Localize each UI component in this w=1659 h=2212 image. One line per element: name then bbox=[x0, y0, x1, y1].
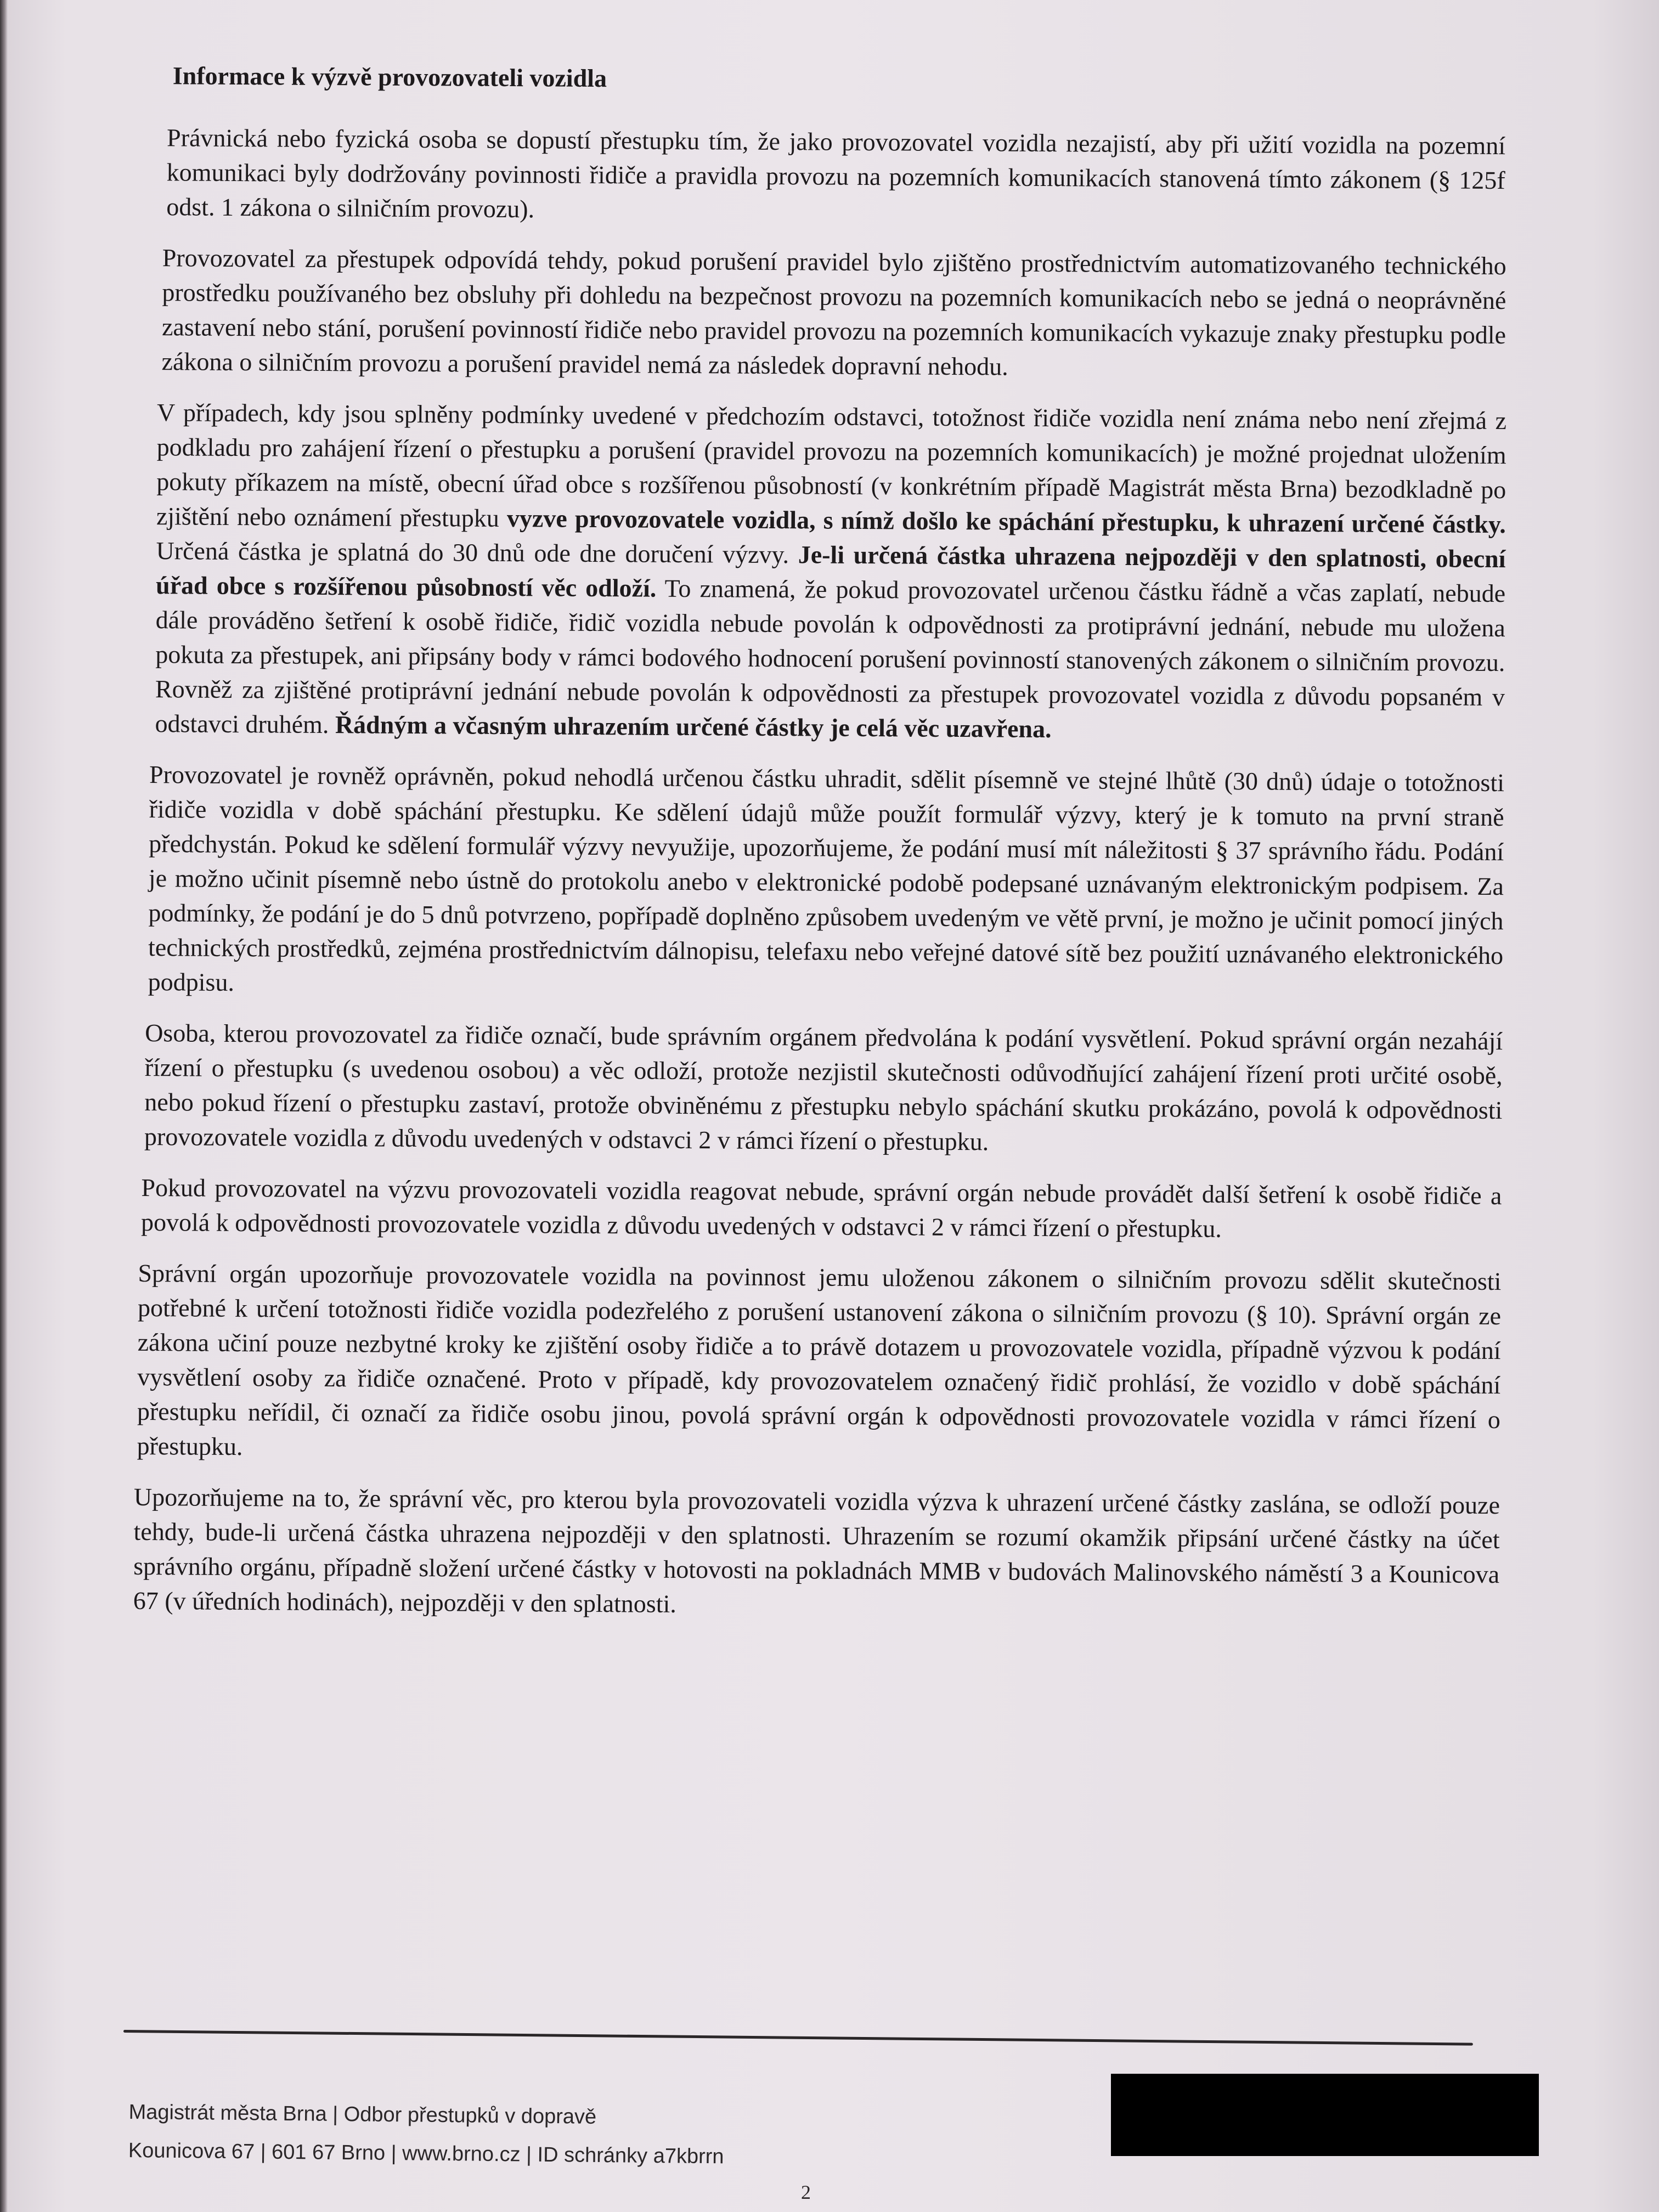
document-body bbox=[133, 60, 1507, 1643]
text-segment: V případech, kdy jsou splněny podmínky uvedené v předchozím odstavci, totožnost řidiče vozidla není známa nebo není zřejmá z podkladu pro zahájení řízení o přestupku a porušení (pravidel provozu na pozemních komunikacích) je možné projednat uložením pokuty příkazem na místě, obecní úřad obce s rozšířenou působností (v konkrétním případě Magistrát města Brna) bezodkladně po zjištění nebo oznámení přestupku bbox=[156, 398, 1507, 533]
paragraph-8 bbox=[133, 1480, 1500, 1626]
footer bbox=[128, 2093, 725, 2176]
document-title: Informace k výzvě provozovateli vozidla bbox=[172, 61, 607, 93]
page-edge-shadow bbox=[0, 0, 8, 2212]
text-segment: Provozovatel za přestupek odpovídá tehdy, pokud porušení pravidel bylo zjištěno prostřednictvím automatizovaného technického prostředku používaného bez obsluhy při dohledu na bezpečnost provozu na pozemních komunikacích nebo se jedná o neoprávněné zastavení nebo stání, porušení povinností řidiče nebo pravidel provozu na pozemních komunikacích vykazuje znaky přestupku podle zákona o silničním provozu a porušení pravidel nemá za následek dopravní nehodu. bbox=[161, 244, 1506, 381]
text-segment: Osoba, kterou provozovatel za řidiče označí, bude správním orgánem předvolána k podání vysvětlení. Pokud správní orgán nezahájí řízení o přestupku (s uvedenou osobou) a věc odloží, protože nezjistil skutečnosti odůvodňující zahájení řízení proti určité osobě, nebo pokud řízení o přestupku zastaví, protože obviněnému z přestupku nebylo spáchání skutku prokázáno, povolá k odpovědnosti provozovatele vozidla z důvodu uvedených v odstavci 2 v rámci řízení o přestupku. bbox=[144, 1019, 1503, 1156]
text-segment: Správní orgán upozorňuje provozovatele vozidla na povinnost jemu uloženou zákonem o silničním provozu sdělit skutečnosti potřebné k určení totožnosti řidiče vozidla podezřelého z porušení ustanovení zákona o silničním provozu (§ 10). Správní orgán ze zákona učiní pouze nezbytné kroky ke zjištění osoby řidiče a to právě dotazem u provozovatele vozidla, případně výzvou k podání vysvětlení osoby za řidiče označené. Proto v případě, kdy provozovatelem označený řidič prohlásí, že vozidlo v době spáchání přestupku neřídil, či označí za řidiče osobu jinou, povolá správní orgán k odpovědnosti provozovatele vozidla v rámci řízení o přestupku. bbox=[137, 1259, 1502, 1461]
paragraph-7 bbox=[137, 1256, 1501, 1471]
text-segment: Provozovatel je rovněž oprávněn, pokud nehodlá určenou částku uhradit, sdělit písemně ve stejné lhůtě (30 dnů) údaje o totožnosti řidiče vozidla v době spáchání přestupku. Ke sdělení údajů může použít formulář výzvy, který je k tomuto na první straně předchystán. Pokud ke sdělení formulář výzvy nevyužije, upozorňujeme, že podání musí mít náležitosti § 37 správního řádu. Podání je možno učinit písemně nebo ústně do protokolu anebo v elektronické podobě podepsané uznávaným elektronickým podpisem. Za podmínky, že podání je do 5 dnů potvrzeno, popřípadě doplněno způsobem uvedeným ve větě první, je možno je učinit pomocí jiných technických prostředků, zejména prostřednictvím dálnopisu, telefaxu nebo veřejné datové sítě bez použití uznávaného elektronického podpisu. bbox=[148, 760, 1505, 997]
redaction-block bbox=[1111, 2074, 1539, 2156]
text-segment: To znamená, že pokud provozovatel určenou částku řádně a včas zaplatí, nebude dále prováděno šetření k osobě řidiče, řidič vozidla nebude povolán k odpovědnosti za protiprávní jednání, nebude mu uložena pokuta za přestupek, ani připsány body v rámci bodového hodnocení porušení povinností stanovených zákonem o silničním provozu. Rovněž za zjištěné protiprávní jednání nebude povolán k odpovědnosti za přestupek provozovatel vozidla z důvodu popsaném v odstavci druhém. bbox=[155, 574, 1506, 739]
text-segment: Určená částka je splatná do 30 dnů ode dne doručení výzvy. bbox=[156, 537, 798, 569]
bold-text-segment: vyzve provozovatele vozidla, s nímž došlo ke spáchání přestupku, k uhrazení určené částky. bbox=[506, 504, 1506, 539]
paragraph-3 bbox=[155, 395, 1506, 749]
footer-address: Kounicova 67 | 601 67 Brno | www.brno.cz | ID schránky a7kbrrn bbox=[128, 2138, 724, 2169]
bold-text-segment: Je-li určená částka uhrazena nejpozději v den splatnosti, obecní úřad obce s rozšířenou působností věc odloží. bbox=[155, 540, 1506, 602]
text-segment: Upozorňujeme na to, že správní věc, pro kterou byla provozovateli vozidla výzva k uhrazení určené částky zaslána, se odloží pouze tehdy, bude-li určená částka uhrazena nejpozději v den splatnosti. Uhrazením se rozumí okamžik připsání určené částky na účet správního orgánu, případně složení určené částky v hotovosti na pokladnách MMB v budovách Malinovského náměstí 3 a Kounicova 67 (v úředních hodinách), nejpozději v den splatnosti. bbox=[133, 1483, 1500, 1618]
paragraph-4 bbox=[148, 757, 1505, 1007]
paragraph-1 bbox=[166, 120, 1505, 232]
paragraph-6 bbox=[141, 1170, 1502, 1248]
text-segment: Právnická nebo fyzická osoba se dopustí přestupku tím, že jako provozovatel vozidla nezajistí, aby při užití vozidla na pozemní komunikaci byly dodržovány povinnosti řidiče a pravidla provozu na pozemních komunikacích stanovená tímto zákonem (§ 125f odst. 1 zákona o silničním provozu). bbox=[166, 123, 1506, 223]
paragraph-2 bbox=[161, 240, 1506, 387]
footer-organization: Magistrát města Brna | Odbor přestupků v dopravě bbox=[128, 2100, 597, 2129]
footer-divider bbox=[123, 2030, 1473, 2046]
page-number: 2 bbox=[801, 2181, 811, 2203]
paragraph-5 bbox=[144, 1015, 1503, 1162]
bold-text-segment: Řádným a včasným uhrazením určené částky je celá věc uzavřena. bbox=[335, 710, 1052, 743]
text-segment: Pokud provozovatel na výzvu provozovateli vozidla reagovat nebude, správní orgán nebude provádět další šetření k osobě řidiče a povolá k odpovědnosti provozovatele vozidla z důvodu uvedených v odstavci 2 v rámci řízení o přestupku. bbox=[140, 1173, 1502, 1243]
